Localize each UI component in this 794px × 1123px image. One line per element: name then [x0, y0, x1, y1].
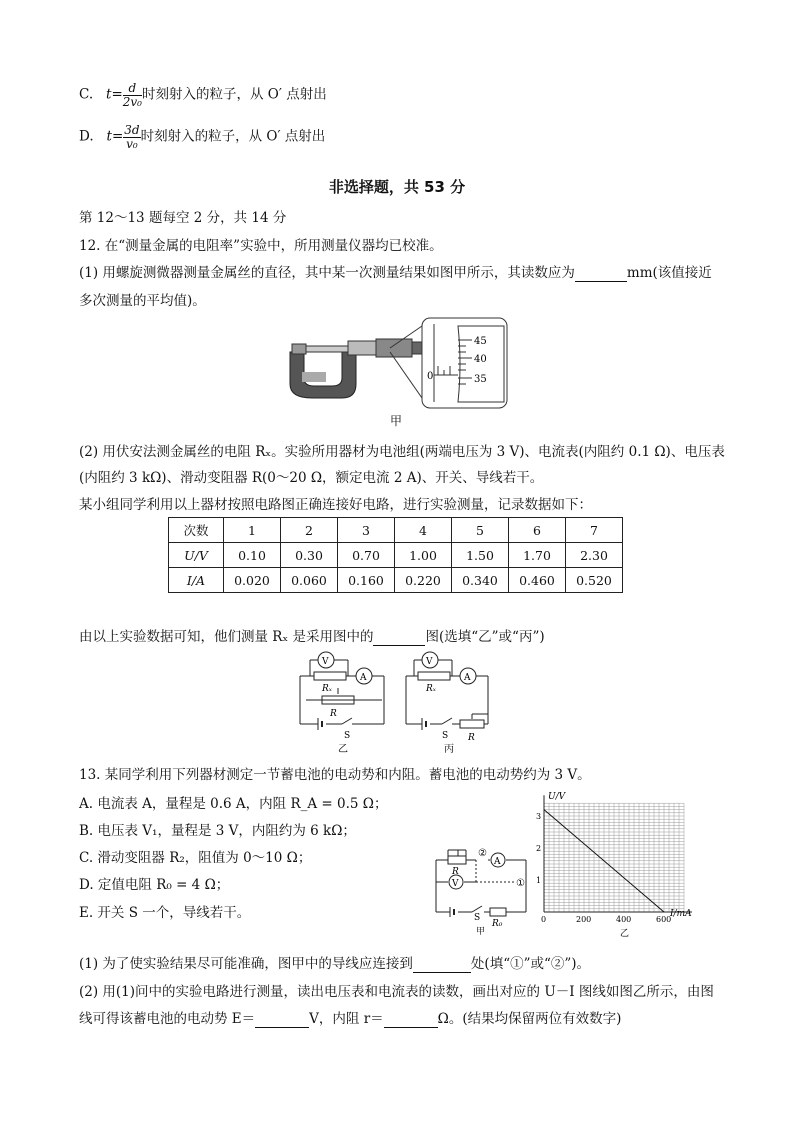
x-axis-label: I/mA	[670, 909, 692, 919]
table-row-i	[169, 568, 623, 593]
label-r: R	[468, 733, 475, 743]
equals: =	[111, 128, 124, 145]
q12-part1	[79, 261, 712, 282]
figure-label-yi: 乙	[620, 929, 630, 938]
scale-mark-40: 40	[474, 354, 487, 365]
table-cell: 1.70	[509, 543, 566, 568]
q12-part3-text: 由以上实验数据可知，他们测量 Rₓ 是采用图中的	[79, 629, 374, 645]
ratchet	[412, 342, 422, 354]
x-tick-label: 200	[576, 915, 592, 924]
y-tick-label: 1	[536, 876, 542, 885]
option-text: 时刻射入的粒子，从 O′ 点射出	[142, 86, 327, 103]
section-note: 第 12～13 题每空 2 分，共 14 分	[79, 210, 287, 226]
label-v: V	[322, 657, 329, 667]
answer-blank[interactable]	[373, 629, 425, 646]
scale-mark-45: 45	[474, 336, 487, 347]
figure-label-yi: 乙	[338, 744, 348, 754]
circuit-yi	[292, 648, 394, 754]
q13-part2-b	[79, 1007, 621, 1028]
q13-part1-tail: 处(填“①”或“②”)。	[470, 956, 591, 972]
table-cell: 4	[395, 518, 452, 543]
x-tick-label: 0	[541, 915, 547, 924]
q13-option-c: C. 滑动变阻器 R₂，阻值为 0～10 Ω；	[79, 850, 312, 866]
sleeve	[348, 341, 376, 355]
q12-part2-c: 某小组同学利用以上器材按照电路图正确连接好电路，进行实验测量，记录数据如下：	[79, 497, 592, 513]
label-s: S	[442, 731, 449, 741]
scale-mark-35: 35	[474, 374, 487, 385]
x-tick-label: 600	[656, 915, 672, 924]
q12-part2-a: (2) 用伏安法测金属丝的电阻 Rₓ。实验所用器材为电池组(两端电压为 3 V)、电流表(内阻约 0.1 Ω)、电压表	[79, 444, 725, 460]
var-t: t	[106, 86, 112, 103]
label-rx: Rₓ	[426, 684, 436, 694]
q13-option-a: A. 电流表 A，量程是 0.6 A，内阻 R_A = 0.5 Ω；	[79, 796, 388, 812]
var-t: t	[106, 128, 112, 145]
chart-grid	[544, 803, 684, 912]
q13-part2-tail: Ω。(结果均保留两位有效数字)	[437, 1011, 622, 1027]
table-cell: 5	[452, 518, 509, 543]
table-cell: 0.220	[395, 568, 452, 593]
denominator: 2v₀	[122, 94, 142, 109]
table-cell: 0.060	[281, 568, 338, 593]
q12-part1-cont: 多次测量的平均值)。	[79, 293, 206, 309]
q12-part2-b: (内阻约 3 kΩ)、滑动变阻器 R(0～20 Ω，额定电流 2 A)、开关、导线若干。	[79, 470, 544, 486]
answer-blank[interactable]	[413, 956, 471, 973]
table-cell: 1.00	[395, 543, 452, 568]
table-cell: 0.020	[224, 568, 281, 593]
q13-option-e: E. 开关 S 一个，导线若干。	[79, 905, 251, 921]
q13-part1	[79, 952, 590, 973]
label-a: A	[464, 673, 471, 683]
label-s: S	[344, 731, 351, 741]
label-a: A	[494, 857, 501, 867]
q13-circuit-jia	[428, 838, 534, 936]
label-a: A	[360, 673, 367, 683]
answer-blank[interactable]	[255, 1011, 309, 1028]
figure-label-jia: 甲	[476, 927, 486, 936]
q13-part2-a: (2) 用(1)问中的实验电路进行测量，读出电压表和电流表的读数，画出对应的 U－I 图线如图乙所示，由图	[79, 984, 714, 1000]
option-label: D.	[79, 128, 94, 145]
figure-label-bing: 丙	[444, 744, 454, 754]
option-d	[79, 124, 325, 150]
label-r0: R₀	[492, 919, 503, 929]
table-cell: 0.340	[452, 568, 509, 593]
q12-part1-text: (1) 用螺旋测微器测量金属丝的直径，其中某一次测量结果如图甲所示，其读数应为	[79, 265, 575, 281]
label-s: S	[474, 913, 481, 923]
option-label: C.	[79, 86, 94, 103]
q12-stem: 12. 在“测量金属的电阻率”实验中，所用测量仪器均已校准。	[79, 238, 443, 254]
x-tick-label: 400	[616, 915, 632, 924]
y-tick-label: 2	[536, 844, 542, 853]
q12-part3-tail: 图(选填“乙”或“丙”)	[425, 629, 545, 645]
label-v: V	[426, 657, 433, 667]
micrometer-label	[302, 372, 326, 382]
table-cell: 1	[224, 518, 281, 543]
label-rx: Rₓ	[322, 684, 332, 694]
option-c	[79, 82, 327, 108]
table-cell: 0.10	[224, 543, 281, 568]
anvil	[292, 344, 306, 354]
table-cell: 0.460	[509, 568, 566, 593]
table-header: I/A	[169, 568, 224, 593]
table-cell: 0.520	[566, 568, 623, 593]
label-r: R	[330, 709, 337, 719]
numerator: 3d	[124, 123, 140, 137]
scale-zero: 0	[427, 371, 434, 382]
thimble	[376, 339, 412, 357]
answer-blank[interactable]	[384, 1011, 438, 1028]
circuit-bing	[398, 648, 498, 754]
equals: =	[111, 86, 123, 103]
spindle	[306, 346, 348, 352]
table-header: 次数	[169, 518, 224, 543]
table-cell: 1.50	[452, 543, 509, 568]
option-text: 时刻射入的粒子，从 O′ 点射出	[140, 128, 326, 145]
y-tick-label: 3	[536, 812, 542, 821]
table-cell: 6	[509, 518, 566, 543]
table-cell: 0.160	[338, 568, 395, 593]
table-header: U/V	[169, 543, 224, 568]
table-cell: 7	[566, 518, 623, 543]
zoom-line-bottom	[390, 352, 422, 398]
q13-part2-emf: 线可得该蓄电池的电动势 E＝	[79, 1011, 256, 1027]
label-r: R	[452, 867, 459, 877]
table-row-u	[169, 543, 623, 568]
data-table	[168, 517, 623, 593]
fraction	[123, 82, 142, 108]
table-cell: 2.30	[566, 543, 623, 568]
q13-part2-r: V，内阻 r＝	[309, 1011, 384, 1027]
ui-chart	[536, 790, 694, 938]
label-v: V	[452, 879, 459, 889]
section-title: 非选择题，共 53 分	[328, 178, 466, 196]
answer-blank[interactable]	[575, 265, 627, 282]
q12-part3	[79, 625, 545, 646]
q13-option-d: D. 定值电阻 R₀ = 4 Ω；	[79, 877, 230, 893]
figure-label-jia: 甲	[390, 414, 403, 428]
point-one: ①	[516, 878, 525, 889]
y-axis-label: U/V	[548, 792, 566, 803]
numerator: d	[123, 82, 142, 96]
fraction	[123, 124, 140, 150]
q12-part1-unit: mm(该值接近	[626, 265, 712, 281]
table-row-index	[169, 518, 623, 543]
q13-part1-text: (1) 为了使实验结果尽可能准确，图甲中的导线应连接到	[79, 956, 413, 972]
denominator: v₀	[126, 136, 138, 151]
q13-option-b: B. 电压表 V₁，量程是 3 V，内阻约为 6 kΩ；	[79, 823, 356, 839]
table-cell: 3	[338, 518, 395, 543]
table-cell: 2	[281, 518, 338, 543]
table-cell: 0.70	[338, 543, 395, 568]
table-cell: 0.30	[281, 543, 338, 568]
q13-stem: 13. 某同学利用下列器材测定一节蓄电池的电动势和内阻。蓄电池的电动势约为 3 V。	[79, 767, 591, 783]
point-two: ②	[478, 848, 487, 859]
